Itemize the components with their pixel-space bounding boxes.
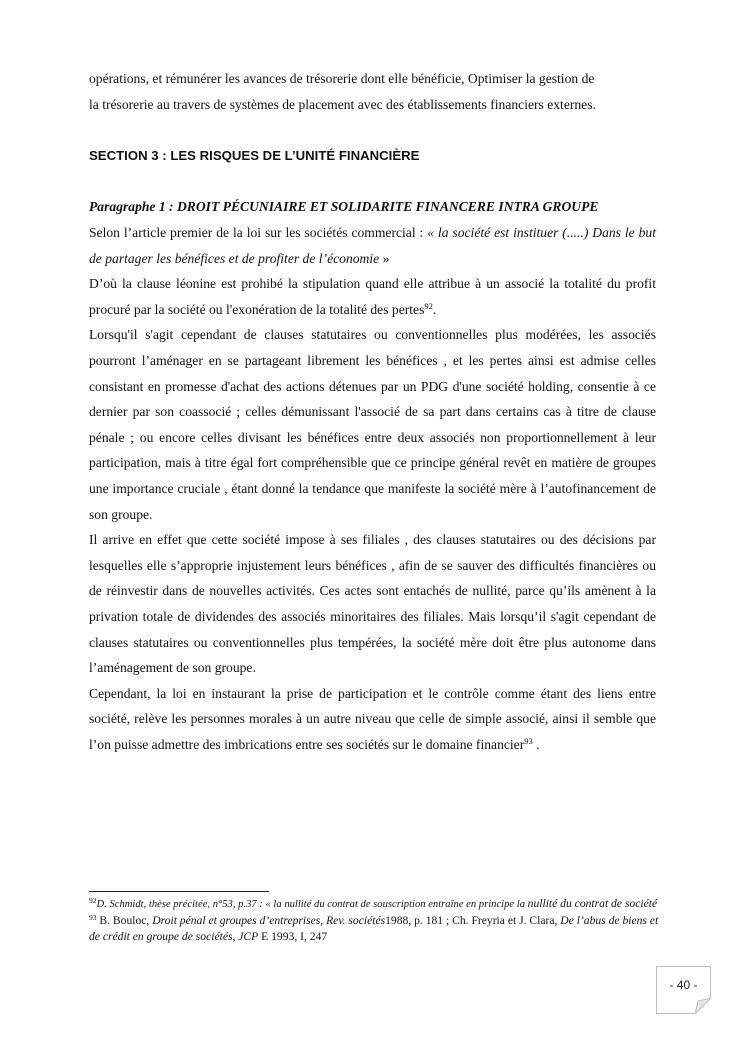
- p5-text: Cependant, la loi en instaurant la prise de participation et le contrôle comme étant des liens entre société, relève les personnes morales à un autre niveau que celle de simple associé, ainsi il semble que l’on puisse admettre des imbrications entre ses sociétés sur le domaine financier: [89, 685, 656, 752]
- footnote-93-ref: 1988, p. 181 ; Ch. Freyria et J. Clara,: [385, 914, 561, 927]
- footnote-ref-92[interactable]: 92: [424, 300, 433, 311]
- footnote-separator: [89, 891, 269, 892]
- footnote-number-93: 93: [89, 913, 97, 922]
- p5-end: .: [532, 736, 540, 752]
- p1-lead: Selon l’article premier de la loi sur les sociétés commercial :: [89, 225, 428, 240]
- footnotes: [89, 896, 664, 945]
- p2-end: .: [432, 301, 437, 317]
- main-text: [89, 220, 656, 757]
- folded-corner-icon: [695, 998, 711, 1014]
- intro-line-1: opérations, et rémunérer les avances de trésorerie dont elle bénéficie, Optimiser la gestion de: [89, 71, 595, 86]
- footnote-ref-93[interactable]: 93: [524, 735, 533, 746]
- paragraph-3: Lorsqu'il s'agit cependant de clauses statutaires ou conventionnelles plus modérées, les associés pourront l’aménager en se partageant librement les bénéfices , et les pertes ainsi est admise celles consistant en promesse d'achat des actions détenues par un PDG d'une société holding, consentie à ce dernier par son coassocié ; celles démunissant l'associé de sa part dans certains cas à titre de clause pénale ; ou encore celles divisant les bénéfices entre deux associés non proportionnellement à leur participation, mais à titre égal fort compréhensible que ce principe général revêt en matière de groupes une importance cruciale , étant donné la tendance que manifeste la société mère à l’autofinancement de son groupe.: [89, 327, 656, 522]
- footnote-93-author: B. Bouloc,: [96, 914, 153, 927]
- section-title: SECTION 3 : LES RISQUES DE L’UNITÉ FINANCIÈRE: [89, 148, 420, 163]
- page-number-box: [656, 966, 711, 1014]
- intro-line-2: la trésorerie au travers de systèmes de placement avec des établissements financiers externes.: [89, 96, 596, 112]
- footnote-92-text: D. Schmidt, thèse précitée, n°53, p.37 : « la nullité du contrat de souscription entraîne en principe la: [96, 899, 528, 910]
- p1-quote: « la société est instituer (.....) Dans le but de partager les bénéfices et de profiter de l’économie: [89, 225, 656, 266]
- p2-text: D’où la clause léonine est prohibé la stipulation quand elle attribue à un associé la totalité du profit procuré par la société ou l'exonération de la totalité des pertes: [89, 276, 656, 317]
- p1-close: »: [379, 250, 390, 266]
- intro-paragraph: [89, 66, 656, 117]
- footnote-number-92: 92: [89, 896, 97, 905]
- page-number: - 40 -: [669, 978, 698, 992]
- footnote-92: [89, 896, 664, 913]
- paragraph-title: Paragraphe 1 : DROIT PÉCUNIAIRE ET SOLIDARITE FINANCERE INTRA GROUPE: [89, 199, 599, 214]
- footnote-93-title: Droit pénal et groupes d’entreprises, Rev. sociétés: [152, 914, 386, 927]
- paragraph-4: Il arrive en effet que cette société impose à ses filiales , des clauses statutaires ou des décisions par lesquelles elle s’approprie injustement leurs bénéfices , afin de se sauver des difficultés financières ou de réinvestir dans de nouvelles activités. Ces actes sont entachés de nullité, parce qu’ils amènent à la privation totale de dividendes des associés minoritaires des filiales. Mais lorsqu’il s'agit cependant de clauses statutaires ou conventionnelles plus tempérées, la société mère doit être plus autonome dans l’aménagement de son groupe.: [89, 532, 656, 676]
- paragraph-5: [89, 681, 656, 758]
- footnote-93-title-2: De l’abus de biens et de crédit en groupe de sociétés, JCP: [89, 914, 659, 943]
- footnote-92-tail: nullité du contrat de société: [527, 897, 658, 910]
- footnote-93-end: E 1993, I, 247: [258, 930, 328, 943]
- paragraph-1: [89, 220, 656, 271]
- paragraph-2: [89, 271, 656, 322]
- footnote-93: [89, 913, 664, 945]
